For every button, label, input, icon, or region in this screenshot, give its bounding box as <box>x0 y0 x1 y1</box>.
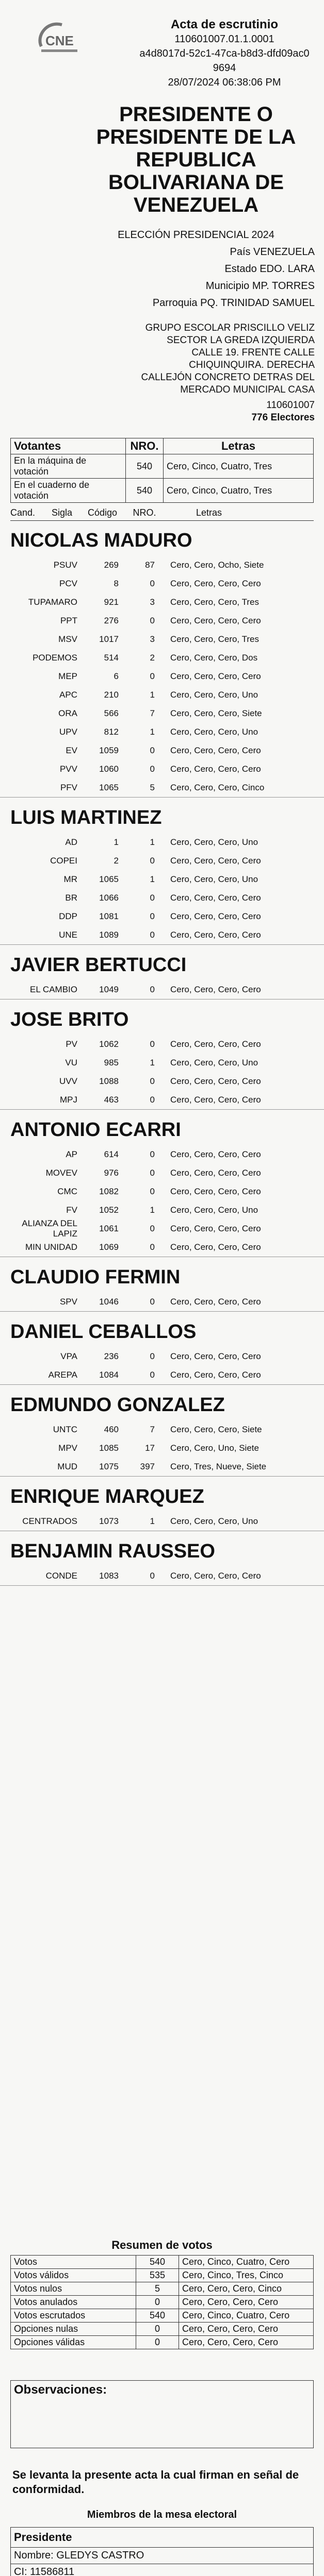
party-row <box>0 723 324 741</box>
party-votes: 7 <box>150 1425 155 1434</box>
resumen-letras: Cero, Cero, Cero, Cero <box>179 2296 314 2309</box>
party-code: 210 <box>104 690 119 700</box>
party-row <box>0 889 324 907</box>
votantes-label: En el cuaderno de votación <box>11 479 126 503</box>
party-code: 1073 <box>99 1516 119 1526</box>
party-votes-words: Cero, Cero, Cero, Siete <box>170 1425 262 1434</box>
party-code: 1 <box>114 837 119 847</box>
party-votes-words: Cero, Cero, Cero, Cero <box>170 1571 261 1581</box>
party-votes: 2 <box>150 653 155 663</box>
party-votes: 7 <box>150 708 155 718</box>
party-votes-words: Cero, Cero, Cero, Cero <box>170 1224 261 1233</box>
party-row <box>0 852 324 870</box>
party-votes-words: Cero, Cero, Cero, Cinco <box>170 783 265 792</box>
party-code: 1046 <box>99 1297 119 1307</box>
firma-statement: Se levanta la presente acta la cual firman en señal de conformidad. <box>12 2468 299 2496</box>
party-code: 976 <box>104 1168 119 1178</box>
party-votes: 0 <box>150 1149 155 1159</box>
candidate-name: CLAUDIO FERMIN <box>10 1266 181 1288</box>
party-votes-words: Cero, Cero, Cero, Uno <box>170 1205 258 1215</box>
candidate-name: LUIS MARTINEZ <box>10 807 162 828</box>
party-row <box>0 630 324 649</box>
party-row <box>0 1512 324 1531</box>
party-sigla: MUD <box>57 1462 77 1471</box>
party-votes-words: Cero, Cero, Cero, Siete <box>170 708 262 718</box>
center-line: CALLEJÓN CONCRETO DETRAS DEL <box>141 372 315 383</box>
voting-center <box>77 322 315 424</box>
votantes-nro: 540 <box>126 454 164 479</box>
votantes-letras: Cero, Cinco, Cuatro, Tres <box>164 479 314 503</box>
elector-count: 776 Electores <box>251 412 315 423</box>
candidates-list <box>0 520 324 1586</box>
party-row <box>0 1293 324 1311</box>
nro-header: NRO. <box>126 438 164 454</box>
party-row <box>0 686 324 704</box>
party-votes-words: Cero, Cero, Cero, Cero <box>170 856 261 866</box>
party-sigla: UPV <box>59 727 77 737</box>
resumen-nro: 0 <box>136 2336 179 2349</box>
title-line: PRESIDENTE DE LA <box>96 126 296 148</box>
center-line: GRUPO ESCOLAR PRISCILLO VELIZ <box>145 323 315 333</box>
party-votes: 0 <box>150 1168 155 1178</box>
party-row <box>0 1072 324 1091</box>
party-votes-words: Cero, Cero, Cero, Cero <box>170 1370 261 1380</box>
party-votes: 0 <box>150 985 155 994</box>
party-votes-words: Cero, Cero, Uno, Siete <box>170 1443 259 1453</box>
party-votes: 1 <box>150 1516 155 1526</box>
party-code: 1089 <box>99 930 119 940</box>
party-votes: 0 <box>150 1224 155 1233</box>
party-votes: 0 <box>150 1351 155 1361</box>
party-code: 1083 <box>99 1571 119 1581</box>
party-votes-words: Cero, Cero, Cero, Cero <box>170 1095 261 1105</box>
party-code: 566 <box>104 708 119 718</box>
party-votes: 17 <box>145 1443 155 1453</box>
party-votes: 0 <box>150 1187 155 1196</box>
resumen-label: Votos nulos <box>11 2282 136 2296</box>
party-row <box>0 760 324 778</box>
party-row <box>0 667 324 686</box>
party-votes-words: Cero, Cero, Cero, Cero <box>170 930 261 940</box>
party-votes: 0 <box>150 764 155 774</box>
party-votes-words: Cero, Cero, Cero, Uno <box>170 1058 258 1067</box>
votantes-letras: Cero, Cinco, Cuatro, Tres <box>164 454 314 479</box>
party-code: 921 <box>104 597 119 607</box>
party-sigla: MOVEV <box>45 1168 77 1178</box>
party-votes-words: Cero, Cero, Cero, Cero <box>170 1187 261 1196</box>
party-votes: 0 <box>150 856 155 866</box>
party-votes: 0 <box>150 893 155 903</box>
party-code: 460 <box>104 1425 119 1434</box>
acta-number: 110601007.01.1.0001 <box>174 33 274 45</box>
party-row <box>0 1567 324 1585</box>
resumen-row <box>11 2256 314 2269</box>
party-votes-words: Cero, Cero, Cero, Cero <box>170 1242 261 1252</box>
party-sigla: EL CAMBIO <box>30 985 77 994</box>
candidate-name: JOSE BRITO <box>10 1009 129 1030</box>
party-row <box>0 1035 324 1054</box>
resumen-section <box>10 2239 314 2349</box>
party-sigla: APC <box>59 690 77 700</box>
party-code: 1062 <box>99 1039 119 1049</box>
signer-box <box>10 2527 314 2576</box>
election-name: ELECCIÓN PRESIDENCIAL 2024 <box>118 229 274 241</box>
party-code: 1017 <box>99 634 119 644</box>
candidate-block <box>0 1486 324 1531</box>
candidate-block <box>0 1540 324 1586</box>
resumen-letras: Cero, Cinco, Cuatro, Cero <box>179 2309 314 2323</box>
acta-hash: a4d8017d-52c1-47ca-b8d3-dfd09ac09694 <box>139 48 310 74</box>
party-votes: 0 <box>150 579 155 588</box>
party-code: 1061 <box>99 1224 119 1233</box>
party-votes: 0 <box>150 616 155 625</box>
party-votes-words: Cero, Cero, Cero, Cero <box>170 893 261 903</box>
party-votes: 1 <box>150 1058 155 1067</box>
signers-list <box>0 2527 324 2576</box>
party-votes: 1 <box>150 727 155 737</box>
party-votes: 5 <box>150 783 155 792</box>
party-code: 1084 <box>99 1370 119 1380</box>
party-votes-words: Cero, Cero, Cero, Cero <box>170 911 261 921</box>
party-row <box>0 612 324 630</box>
resumen-row <box>11 2309 314 2323</box>
party-code: 6 <box>114 671 119 681</box>
party-code: 276 <box>104 616 119 625</box>
party-votes: 3 <box>150 597 155 607</box>
resumen-title: Resumen de votos <box>111 2239 213 2251</box>
center-line: CHIQUINQUIRA. DERECHA <box>189 360 315 370</box>
party-sigla: MEP <box>58 671 77 681</box>
party-row <box>0 870 324 889</box>
observaciones-box <box>10 2380 314 2448</box>
party-votes-words: Cero, Cero, Cero, Uno <box>170 1516 258 1526</box>
party-votes: 3 <box>150 634 155 644</box>
party-sigla: AREPA <box>48 1370 77 1380</box>
party-sigla: DDP <box>59 911 77 921</box>
party-votes: 0 <box>150 745 155 755</box>
acta-header <box>139 18 310 90</box>
resumen-row <box>11 2269 314 2282</box>
candidate-block <box>0 1009 324 1110</box>
party-row <box>0 1054 324 1072</box>
signer-name: Nombre: GLEDYS CASTRO <box>11 2548 313 2564</box>
candidate-block <box>0 807 324 945</box>
party-code: 1049 <box>99 985 119 994</box>
party-row <box>0 704 324 723</box>
party-code: 1088 <box>99 1076 119 1086</box>
party-code: 269 <box>104 560 119 570</box>
party-sigla: MIN UNIDAD <box>25 1242 77 1252</box>
party-row <box>0 1347 324 1366</box>
votantes-nro: 540 <box>126 479 164 503</box>
party-votes: 0 <box>150 1095 155 1105</box>
candidate-block <box>0 530 324 798</box>
cand-table-header <box>10 507 314 521</box>
party-sigla: BR <box>65 893 77 903</box>
country: País VENEZUELA <box>230 246 315 258</box>
party-sigla: CENTRADOS <box>22 1516 77 1526</box>
state: Estado EDO. LARA <box>224 263 315 275</box>
center-line: MERCADO MUNICIPAL CASA <box>180 384 315 395</box>
party-votes: 0 <box>150 1370 155 1380</box>
col-nro: NRO. <box>133 507 156 518</box>
candidate-name: JAVIER BERTUCCI <box>10 954 187 976</box>
resumen-row <box>11 2336 314 2349</box>
party-sigla: VPA <box>60 1351 77 1361</box>
title-line: PRESIDENTE O <box>119 103 273 126</box>
party-votes: 1 <box>150 874 155 884</box>
party-votes-words: Cero, Cero, Cero, Tres <box>170 597 259 607</box>
resumen-label: Opciones válidas <box>11 2336 136 2349</box>
resumen-label: Votos válidos <box>11 2269 136 2282</box>
party-sigla: MR <box>63 874 77 884</box>
party-code: 1069 <box>99 1242 119 1252</box>
title-line: REPUBLICA <box>136 148 256 171</box>
acta-datetime: 28/07/2024 06:38:06 PM <box>168 77 281 88</box>
party-code: 1065 <box>99 874 119 884</box>
party-row <box>0 1145 324 1164</box>
party-votes: 397 <box>140 1462 155 1471</box>
resumen-label: Opciones nulas <box>11 2323 136 2336</box>
party-votes-words: Cero, Cero, Cero, Cero <box>170 616 261 625</box>
candidate-block <box>0 954 324 999</box>
resumen-letras: Cero, Cero, Cero, Cinco <box>179 2282 314 2296</box>
party-sigla: CONDE <box>45 1571 77 1581</box>
observaciones-label: Observaciones: <box>14 2383 107 2397</box>
party-code: 1066 <box>99 893 119 903</box>
resumen-letras: Cero, Cero, Cero, Cero <box>179 2336 314 2349</box>
candidate-name: BENJAMIN RAUSSEO <box>10 1540 215 1562</box>
party-row <box>0 574 324 593</box>
party-row <box>0 1420 324 1439</box>
party-sigla: ORA <box>58 708 77 718</box>
party-row <box>0 1091 324 1109</box>
party-row <box>0 926 324 944</box>
party-sigla: COPEI <box>50 856 77 866</box>
candidate-block <box>0 1119 324 1257</box>
svg-text:CNE: CNE <box>45 33 74 48</box>
party-sigla: PSUV <box>53 560 77 570</box>
candidate-block <box>0 1321 324 1385</box>
party-votes-words: Cero, Cero, Cero, Cero <box>170 671 261 681</box>
party-code: 1081 <box>99 911 119 921</box>
resumen-nro: 540 <box>136 2256 179 2269</box>
party-row <box>0 1219 324 1238</box>
party-row <box>0 1164 324 1182</box>
party-votes: 1 <box>150 837 155 847</box>
party-code: 1065 <box>99 783 119 792</box>
party-code: 1085 <box>99 1443 119 1453</box>
resumen-nro: 5 <box>136 2282 179 2296</box>
party-votes-words: Cero, Cero, Cero, Cero <box>170 579 261 588</box>
party-votes-words: Cero, Cero, Cero, Cero <box>170 1297 261 1307</box>
party-code: 1075 <box>99 1462 119 1471</box>
party-sigla: PODEMOS <box>33 653 77 663</box>
party-votes: 0 <box>150 1242 155 1252</box>
party-votes: 0 <box>150 1039 155 1049</box>
candidate-name: ANTONIO ECARRI <box>10 1119 181 1141</box>
center-line: SECTOR LA GREDA IZQUIERDA <box>167 335 315 346</box>
party-votes: 0 <box>150 930 155 940</box>
party-code: 236 <box>104 1351 119 1361</box>
party-code: 1052 <box>99 1205 119 1215</box>
party-sigla: TUPAMARO <box>28 597 77 607</box>
party-sigla: UNE <box>59 930 77 940</box>
miembros-title: Miembros de la mesa electoral <box>87 2509 237 2520</box>
candidate-block <box>0 1394 324 1477</box>
party-code: 514 <box>104 653 119 663</box>
votantes-label: En la máquina de votación <box>11 454 126 479</box>
signer-ci: CI: 11586811 <box>11 2564 313 2576</box>
candidate-name: NICOLAS MADURO <box>10 530 192 551</box>
party-sigla: AP <box>66 1149 77 1159</box>
party-row <box>0 1439 324 1458</box>
party-row <box>0 593 324 612</box>
resumen-letras: Cero, Cero, Cero, Cero <box>179 2323 314 2336</box>
party-row <box>0 1238 324 1257</box>
party-votes-words: Cero, Cero, Cero, Uno <box>170 874 258 884</box>
party-votes-words: Cero, Cero, Cero, Cero <box>170 1351 261 1361</box>
party-sigla: PPT <box>60 616 77 625</box>
party-votes: 0 <box>150 1076 155 1086</box>
party-code: 614 <box>104 1149 119 1159</box>
party-row <box>0 1458 324 1476</box>
party-sigla: PFV <box>60 783 77 792</box>
resumen-nro: 0 <box>136 2296 179 2309</box>
resumen-table <box>10 2255 314 2349</box>
party-sigla: EV <box>66 745 77 755</box>
col-letras: Letras <box>196 507 222 518</box>
party-sigla: MPV <box>58 1443 77 1453</box>
party-sigla: PV <box>66 1039 77 1049</box>
party-votes: 1 <box>150 690 155 700</box>
party-votes: 0 <box>150 671 155 681</box>
election-info <box>77 227 315 312</box>
party-sigla: SPV <box>59 1297 77 1307</box>
party-votes-words: Cero, Tres, Nueve, Siete <box>170 1462 267 1471</box>
candidate-name: ENRIQUE MARQUEZ <box>10 1486 204 1507</box>
title-line: BOLIVARIANA DE <box>108 171 284 194</box>
party-row <box>0 907 324 926</box>
party-votes-words: Cero, Cero, Cero, Uno <box>170 690 258 700</box>
party-votes: 1 <box>150 1205 155 1215</box>
title-line: VENEZUELA <box>133 194 259 216</box>
party-row <box>0 833 324 852</box>
party-code: 1060 <box>99 764 119 774</box>
resumen-label: Votos escrutados <box>11 2309 136 2323</box>
party-votes: 87 <box>145 560 155 570</box>
col-codigo: Código <box>88 507 118 518</box>
party-sigla: PVV <box>59 764 77 774</box>
party-code: 2 <box>114 856 119 866</box>
party-votes-words: Cero, Cero, Cero, Cero <box>170 1076 261 1086</box>
party-sigla: ALIANZA DEL LAPIZ <box>22 1218 77 1239</box>
resumen-letras: Cero, Cinco, Cuatro, Cero <box>179 2256 314 2269</box>
letras-header: Letras <box>164 438 314 454</box>
party-votes-words: Cero, Cero, Cero, Dos <box>170 653 258 663</box>
party-code: 985 <box>104 1058 119 1067</box>
col-cand: Cand. <box>10 507 36 518</box>
party-votes: 0 <box>150 1571 155 1581</box>
party-sigla: FV <box>66 1205 77 1215</box>
candidate-name: DANIEL CEBALLOS <box>10 1321 197 1343</box>
candidate-name: EDMUNDO GONZALEZ <box>10 1394 225 1416</box>
municipality: Municipio MP. TORRES <box>205 280 315 292</box>
party-votes: 0 <box>150 1297 155 1307</box>
party-votes-words: Cero, Cero, Cero, Cero <box>170 1168 261 1178</box>
party-code: 812 <box>104 727 119 737</box>
party-votes-words: Cero, Cero, Cero, Cero <box>170 1149 261 1159</box>
party-votes-words: Cero, Cero, Ocho, Siete <box>170 560 264 570</box>
col-sigla: Sigla <box>52 507 73 518</box>
mesa-code: 110601007 <box>266 400 315 411</box>
party-votes-words: Cero, Cero, Cero, Uno <box>170 727 258 737</box>
resumen-letras: Cero, Cinco, Tres, Cinco <box>179 2269 314 2282</box>
candidate-block <box>0 1266 324 1312</box>
party-row <box>0 741 324 760</box>
resumen-nro: 535 <box>136 2269 179 2282</box>
party-sigla: CMC <box>57 1187 77 1196</box>
party-row <box>0 1366 324 1384</box>
party-votes-words: Cero, Cero, Cero, Cero <box>170 764 261 774</box>
party-votes-words: Cero, Cero, Cero, Uno <box>170 837 258 847</box>
party-row <box>0 1182 324 1201</box>
resumen-label: Votos anulados <box>11 2296 136 2309</box>
party-code: 8 <box>114 579 119 588</box>
party-sigla: UNTC <box>53 1425 77 1434</box>
resumen-nro: 540 <box>136 2309 179 2323</box>
party-row <box>0 778 324 797</box>
party-sigla: AD <box>65 837 77 847</box>
parish: Parroquia PQ. TRINIDAD SAMUEL <box>152 297 315 309</box>
party-row <box>0 980 324 999</box>
party-sigla: MSV <box>58 634 77 644</box>
acta-label: Acta de escrutinio <box>170 18 279 31</box>
party-row <box>0 1201 324 1219</box>
party-votes-words: Cero, Cero, Cero, Cero <box>170 985 261 994</box>
party-code: 1082 <box>99 1187 119 1196</box>
party-row <box>0 649 324 667</box>
resumen-row <box>11 2282 314 2296</box>
votantes-table <box>10 438 314 503</box>
acta-title <box>77 103 315 216</box>
party-sigla: UVV <box>59 1076 77 1086</box>
party-sigla: VU <box>65 1058 77 1067</box>
resumen-row <box>11 2296 314 2309</box>
party-votes-words: Cero, Cero, Cero, Cero <box>170 745 261 755</box>
resumen-label: Votos <box>11 2256 136 2269</box>
center-line: CALLE 19. FRENTE CALLE <box>191 347 315 358</box>
party-sigla: MPJ <box>60 1095 77 1105</box>
party-code: 463 <box>104 1095 119 1105</box>
signer-role: Presidente <box>11 2528 313 2548</box>
resumen-row <box>11 2323 314 2336</box>
party-votes: 0 <box>150 911 155 921</box>
resumen-nro: 0 <box>136 2323 179 2336</box>
votantes-header: Votantes <box>11 438 126 454</box>
party-sigla: PCV <box>59 579 77 588</box>
party-votes-words: Cero, Cero, Cero, Cero <box>170 1039 261 1049</box>
cne-logo <box>31 15 88 62</box>
party-votes-words: Cero, Cero, Cero, Tres <box>170 634 259 644</box>
party-code: 1059 <box>99 745 119 755</box>
party-row <box>0 556 324 574</box>
